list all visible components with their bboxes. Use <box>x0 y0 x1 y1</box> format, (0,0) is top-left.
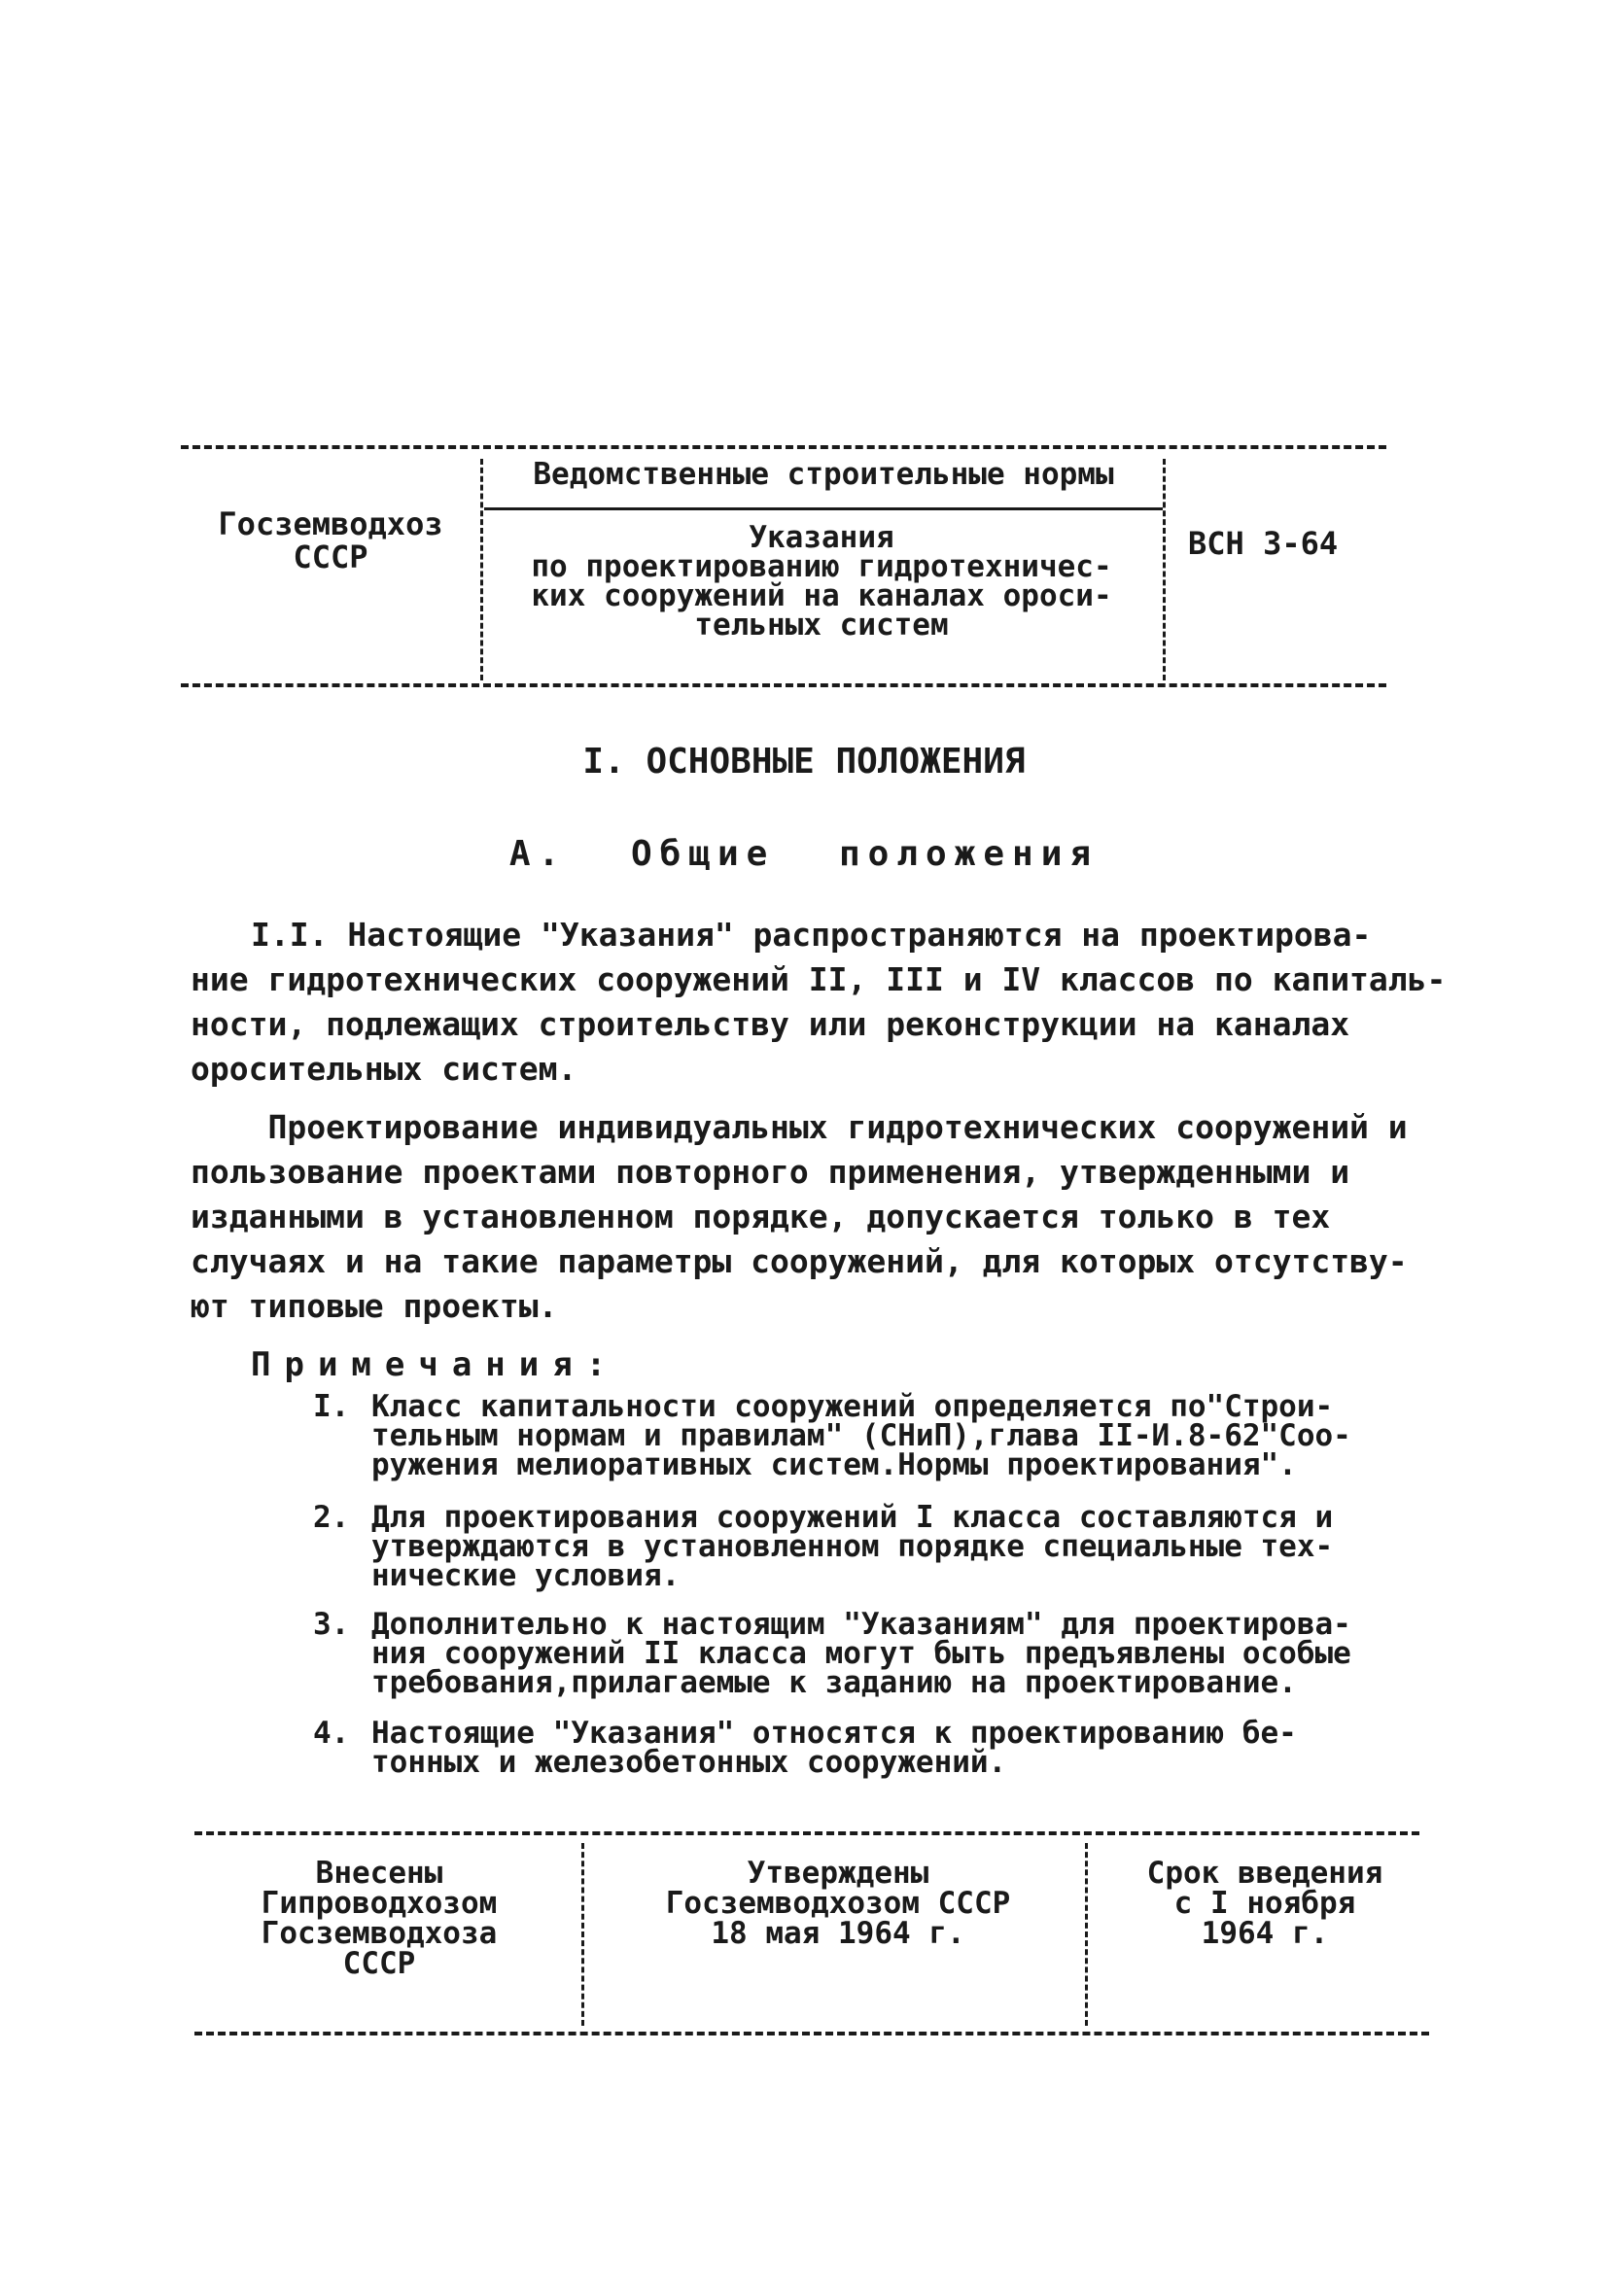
note-line: Дополнительно к настоящим "Указаниям" для проектирова- <box>371 1607 1351 1642</box>
approved-line: Утверждены <box>747 1856 929 1891</box>
note-item <box>313 1716 1412 1787</box>
paragraph-line: ние гидротехнических сооружений II, III и IV классов по капиталь- <box>191 960 1447 998</box>
header-top-rule <box>181 445 1386 449</box>
notes-title: Примечания: <box>251 1345 620 1384</box>
effective-date <box>1104 1856 1425 1951</box>
paragraph-line: изданными в установленном порядке, допускается только в тех <box>191 1198 1331 1235</box>
note-item <box>313 1500 1412 1600</box>
note-number: I. <box>313 1389 350 1424</box>
document-title-line: по проектированию гидротехничес- <box>531 549 1112 584</box>
note-line: тельным нормам и правилам" (СНиП),глава II-И.8-62"Соо- <box>371 1418 1351 1453</box>
header-left-divider <box>480 459 483 680</box>
note-item <box>313 1607 1412 1707</box>
document-title-line: ких сооружений на каналах ороси- <box>531 578 1112 613</box>
organization-line: Госземводхоз <box>218 505 443 542</box>
note-line: Для проектирования сооружений I класса составляются и <box>371 1500 1334 1535</box>
submitted-line: Госземводхоза <box>261 1916 498 1951</box>
header-middle-rule <box>484 507 1163 510</box>
approved-line: 18 мая 1964 г. <box>711 1916 965 1951</box>
effective-line: с I ноября <box>1173 1886 1356 1921</box>
note-line: требования,прилагаемые к заданию на проектирование. <box>371 1665 1297 1700</box>
footer-bottom-rule <box>194 2032 1429 2035</box>
effective-line: Срок введения <box>1146 1856 1383 1891</box>
section-heading: I. ОСНОВНЫЕ ПОЛОЖЕНИЯ <box>582 742 1026 782</box>
submitted-line: СССР <box>342 1946 416 1981</box>
paragraph-line: оросительных систем. <box>191 1050 577 1088</box>
paragraph-line: случаях и на такие параметры сооружений, для которых отсутству- <box>191 1242 1408 1280</box>
effective-line: 1964 г. <box>1201 1916 1329 1951</box>
issuing-organization <box>185 507 476 574</box>
paragraph-line: ности, подлежащих строительству или реконструкции на каналах <box>191 1005 1350 1043</box>
norms-title: Ведомственные строительные нормы <box>533 457 1114 492</box>
submitted-by <box>185 1856 574 1981</box>
paragraph-line: I.I. Настоящие "Указания" распространяются на проектирова- <box>251 916 1372 954</box>
note-number: 3. <box>313 1607 350 1642</box>
document-title-line: Указания <box>749 520 894 555</box>
approved-by <box>595 1856 1081 1951</box>
note-line: Настоящие "Указания" относятся к проектированию бе- <box>371 1716 1297 1751</box>
submitted-line: Гипроводхозом <box>261 1886 498 1921</box>
header-right-divider <box>1163 459 1166 680</box>
footer-right-divider <box>1085 1843 1088 2026</box>
note-item <box>313 1389 1412 1489</box>
subsection-heading: А. Общие положения <box>508 834 1100 874</box>
note-line: тонных и железобетонных сооружений. <box>371 1745 1007 1780</box>
note-line: Класс капитальности сооружений определяется по"Строи- <box>371 1389 1334 1424</box>
paragraph-line: пользование проектами повторного применения, утвержденными и <box>191 1153 1350 1191</box>
note-number: 2. <box>313 1500 350 1535</box>
document-title <box>486 520 1157 643</box>
approved-line: Госземводхозом СССР <box>665 1886 1011 1921</box>
submitted-line: Внесены <box>315 1856 443 1891</box>
paragraph-line: ют типовые проекты. <box>191 1287 558 1325</box>
note-line: нические условия. <box>371 1558 681 1593</box>
paragraph-line: Проектирование индивидуальных гидротехнических сооружений и <box>191 1108 1408 1146</box>
footer-left-divider <box>581 1843 584 2026</box>
document-code: ВСН 3-64 <box>1188 525 1339 562</box>
footer-top-rule <box>194 1831 1419 1835</box>
note-line: ружения мелиоративных систем.Нормы проектирования". <box>371 1447 1297 1482</box>
header-bottom-rule <box>181 683 1386 687</box>
note-line: ния сооружений II класса могут быть предъявлены особые <box>371 1636 1351 1671</box>
organization-line: СССР <box>293 539 368 575</box>
note-line: утверждаются в установленном порядке специальные тех- <box>371 1529 1334 1564</box>
document-title-line: тельных систем <box>694 608 949 643</box>
note-number: 4. <box>313 1716 350 1751</box>
